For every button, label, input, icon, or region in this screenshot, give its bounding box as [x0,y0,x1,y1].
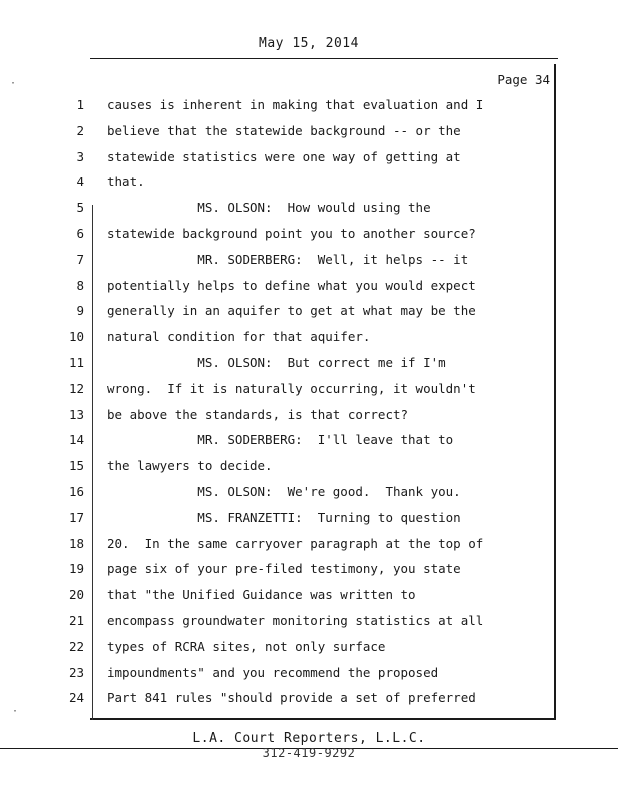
line-number: 18 [68,535,84,551]
line-number: 22 [68,638,84,654]
line-number: 12 [68,380,84,396]
transcript-line: the lawyers to decide. [107,458,273,474]
scan-speck: · [12,706,19,717]
transcript-line: potentially helps to define what you would expect [107,277,476,293]
transcript-line: be above the standards, is that correct? [107,406,409,422]
transcript-line: natural condition for that aquifer. [107,329,371,345]
line-number: 16 [68,483,84,499]
transcript-body [107,92,547,711]
transcript-frame-left-edge [92,205,93,720]
transcript-line: types of RCRA sites, not only surface [107,638,386,654]
line-number: 20 [68,587,84,603]
line-number: 19 [68,561,84,577]
transcript-line: that "the Unified Guidance was written to [107,587,416,603]
footer-company: L.A. Court Reporters, L.L.C. [192,731,426,746]
line-number: 5 [76,200,84,216]
transcript-line: impoundments" and you recommend the proposed [107,664,439,680]
footer-phone: 312-419-9292 [262,746,356,760]
transcript-line: wrong. If it is naturally occurring, it wouldn't [107,380,476,396]
transcript-line: generally in an aquifer to get at what may be the [107,303,476,319]
line-number: 4 [76,174,84,190]
line-number: 24 [68,690,84,706]
line-number: 2 [76,122,84,138]
header-rule [90,58,558,59]
line-number-column [58,92,88,711]
line-number: 15 [68,458,84,474]
line-number: 17 [68,509,84,525]
line-number: 13 [68,406,84,422]
line-number: 3 [76,148,84,164]
transcript-line: 20. In the same carryover paragraph at the top of [107,535,484,551]
line-number: 23 [68,664,84,680]
line-number: 11 [68,354,84,370]
transcript-line: MR. SODERBERG: I'll leave that to [107,432,454,448]
transcript-line: MS. OLSON: We're good. Thank you. [107,483,461,499]
line-number: 10 [68,329,84,345]
line-number: 9 [76,303,84,319]
transcript-line: that. [107,174,145,190]
transcript-line: MR. SODERBERG: Well, it helps -- it [107,251,469,267]
transcript-line: statewide background point you to another source? [107,225,476,241]
transcript-line: encompass groundwater monitoring statistics at all [107,612,484,628]
transcript-line: MS. FRANZETTI: Turning to question [107,509,461,525]
transcript-line: MS. OLSON: But correct me if I'm [107,354,446,370]
scan-speck: · [10,78,17,89]
transcript-line: MS. OLSON: How would using the [107,200,431,216]
line-number: 1 [76,97,84,112]
line-number: 8 [76,277,84,293]
header-date: May 15, 2014 [259,36,359,51]
transcript-line: page six of your pre-filed testimony, you state [107,561,461,577]
transcript-line: causes is inherent in making that evaluation and I [107,97,484,112]
line-number: 21 [68,612,84,628]
transcript-line: believe that the statewide background -- or the [107,122,461,138]
page-number: Page 34 [497,72,550,87]
transcript-line: Part 841 rules "should provide a set of preferred [107,690,476,706]
line-number: 7 [76,251,84,267]
transcript-line: statewide statistics were one way of getting at [107,148,461,164]
line-number: 6 [76,225,84,241]
line-number: 14 [68,432,84,448]
